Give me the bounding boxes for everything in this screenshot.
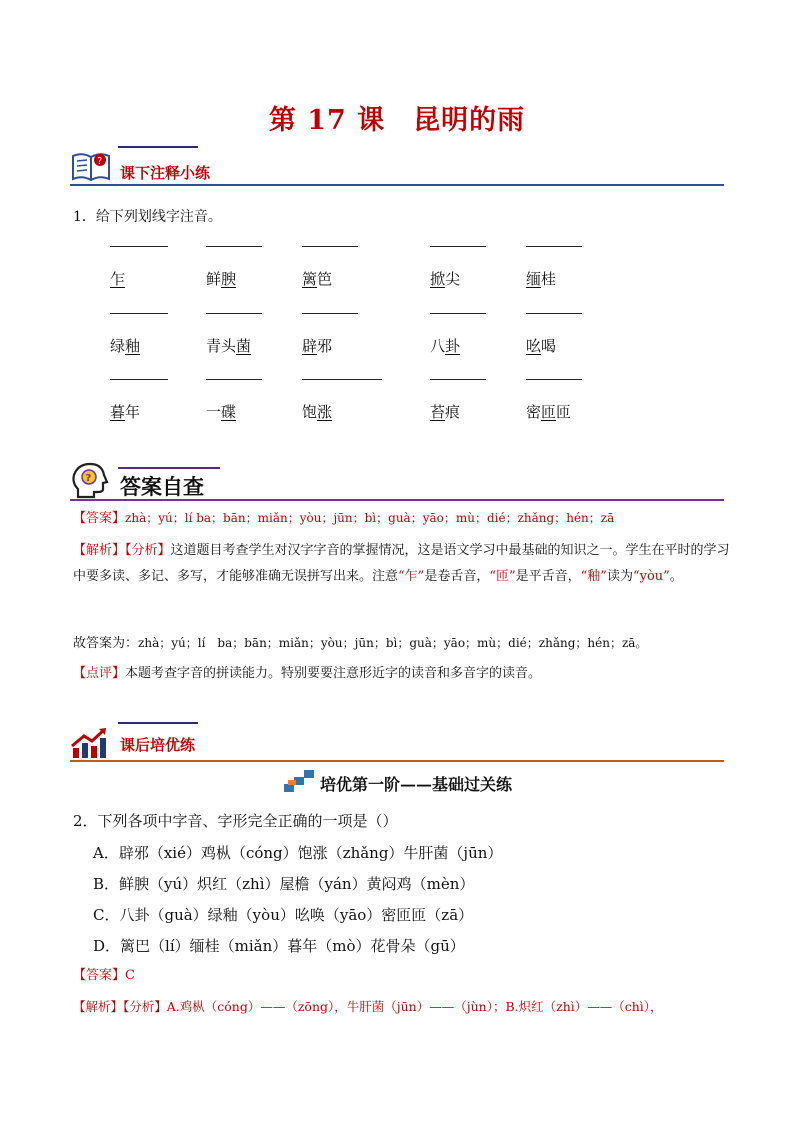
svg-text:?: ?	[97, 156, 103, 167]
open-book-icon	[70, 148, 112, 184]
exercise-word	[430, 335, 460, 356]
exercise-word	[110, 268, 125, 289]
analysis-text: A.鸡枞（cóng）——（zōng），牛肝菌（jūn）——（jùn）；B.炽红（zhì）——（chì），	[166, 999, 663, 1014]
answer-blank[interactable]	[206, 313, 262, 314]
option-c: C．八卦（guà）绿釉（yòu）吆唤（yāo）密匝匝（zā）	[93, 906, 474, 924]
section-header-advanced-practice	[70, 722, 724, 766]
word-part: 八	[430, 337, 446, 355]
word-part: 尖	[445, 270, 461, 288]
comment-line	[73, 664, 733, 684]
analysis-text: 是平舌音，	[515, 569, 581, 584]
underlined-char: 菌	[236, 337, 252, 355]
section-label: 答案自查	[120, 475, 204, 499]
header-decoration-line	[118, 467, 220, 469]
exercise-word	[206, 401, 236, 422]
exercise-word	[302, 335, 332, 356]
word-part: 鲜	[206, 270, 222, 288]
final-answer-label: 故答案为：	[73, 636, 139, 651]
section-header-notes-practice	[70, 146, 724, 190]
exercise-word	[430, 401, 460, 422]
stairs-icon	[282, 768, 316, 794]
quoted-char: “匝”	[489, 569, 516, 584]
word-part: 绿	[110, 337, 126, 355]
answer-line	[73, 508, 733, 529]
word-part: 桂	[541, 270, 557, 288]
growth-chart-icon	[70, 726, 110, 762]
answer-blank[interactable]	[110, 313, 168, 314]
exercise-word	[526, 335, 556, 356]
underlined-char: 乍	[110, 270, 126, 288]
final-answer-pinyin: zhà；yú；lí ba；bān；miǎn；yòu；jūn；bì；guà；yāo；mù；dié；zhǎng；hén；zā。	[138, 636, 648, 650]
word-part: 痕	[445, 403, 461, 421]
header-decoration-line	[118, 146, 198, 148]
option-d: D．篱巴（lí）缅桂（miǎn）暮年（mò）花骨朵（gū）	[93, 937, 465, 955]
q2-analysis-line	[73, 997, 733, 1017]
answer-tag: 【答案】	[73, 968, 126, 983]
word-part: 邪	[317, 337, 333, 355]
answer-blank[interactable]	[526, 313, 582, 314]
underlined-char: 卦	[445, 337, 461, 355]
underlined-char: 苔	[430, 403, 446, 421]
analysis-text: 读为	[606, 569, 633, 584]
section-divider	[70, 760, 724, 762]
subsection-label: 培优第一阶——基础过关练	[319, 775, 512, 794]
exercise-word	[206, 335, 251, 356]
exercise-word	[526, 268, 556, 289]
word-part: 匝	[556, 403, 572, 421]
question-2-prompt: 2．下列各项中字音、字形完全正确的一项是（）	[73, 812, 398, 830]
exercise-word	[430, 268, 460, 289]
answer-blank[interactable]	[526, 379, 582, 380]
underlined-char: 辟	[302, 337, 318, 355]
question-1-prompt: 1．给下列划线字注音。	[73, 209, 222, 225]
section-header-answer-check	[70, 461, 724, 503]
underlined-char: 暮	[110, 403, 126, 421]
analysis-text: 是卷舌音，	[424, 569, 490, 584]
answer-blank[interactable]	[430, 313, 486, 314]
exercise-word	[110, 335, 140, 356]
answer-blank[interactable]	[206, 379, 262, 380]
section-label: 课下注释小练	[120, 164, 211, 182]
section-divider	[70, 184, 724, 186]
answer-blank[interactable]	[526, 246, 582, 247]
underlined-char: 缅	[526, 270, 542, 288]
underlined-char: 匝	[541, 403, 557, 421]
comment-tag: 【点评】	[73, 666, 126, 681]
analysis-text: 这道题目考查学生对汉字字音的掌握情况，这是语文学习中最基础的知识之一。学生在平时的学习中要多读、多记、多写，才能够准确无误拼写出来。注意	[73, 543, 730, 584]
answer-tag: 【答案】	[73, 511, 126, 526]
exercise-word	[302, 401, 332, 422]
section-divider	[70, 499, 724, 501]
answer-blank[interactable]	[430, 379, 486, 380]
exercise-word	[110, 401, 140, 422]
word-part: 年	[125, 403, 141, 421]
section-label: 课后培优练	[120, 736, 196, 754]
answer-blank[interactable]	[110, 246, 168, 247]
word-part: 青头	[206, 337, 237, 355]
answer-blank[interactable]	[302, 246, 358, 247]
word-part: 密	[526, 403, 542, 421]
option-b: B．鲜腴（yú）炽红（zhì）屋檐（yán）黄闷鸡（mèn）	[93, 875, 475, 893]
analysis-text: 。	[669, 569, 683, 584]
answer-pinyin: zhà；yú；lí ba；bān；miǎn；yòu；jūn；bì；guà；yāo；mù；dié；zhǎng；hén；zā	[125, 511, 615, 525]
word-part: 一	[206, 403, 222, 421]
word-part: 饱	[302, 403, 318, 421]
subsection-title	[0, 768, 794, 795]
exercise-word	[206, 268, 236, 289]
word-part: 笆	[317, 270, 333, 288]
underlined-char: 腴	[221, 270, 237, 288]
analysis-paragraph	[73, 538, 733, 590]
answer-blank[interactable]	[430, 246, 486, 247]
answer-blank[interactable]	[302, 313, 358, 314]
header-decoration-line	[118, 722, 198, 724]
quoted-char: “釉”	[580, 569, 607, 584]
quoted-char: “乍”	[398, 569, 425, 584]
underlined-char: 碟	[221, 403, 237, 421]
underlined-char: 涨	[317, 403, 333, 421]
underlined-char: 釉	[125, 337, 141, 355]
q2-answer-line	[73, 966, 733, 986]
analysis-tag: 【解析】【分析】	[73, 543, 171, 558]
underlined-char: 吆	[526, 337, 542, 355]
answer-blank[interactable]	[110, 379, 168, 380]
comment-text: 本题考查字音的拼读能力。特别要要注意形近字的读音和多音字的读音。	[125, 666, 542, 681]
exercise-word	[302, 268, 332, 289]
option-a: A．辟邪（xié）鸡枞（cóng）饱涨（zhǎng）牛肝菌（jūn）	[93, 844, 503, 862]
underlined-char: 篱	[302, 270, 318, 288]
quoted-pinyin: “yòu”	[632, 569, 670, 584]
page-title: 第 17 课 昆明的雨	[268, 105, 526, 136]
exercise-word	[526, 401, 571, 422]
final-answer-line	[73, 633, 733, 654]
question-head-icon	[70, 461, 110, 501]
answer-blank[interactable]	[206, 246, 262, 247]
underlined-char: 掀	[430, 270, 446, 288]
word-part: 喝	[541, 337, 557, 355]
analysis-tag: 【解析】【分析】	[73, 999, 167, 1014]
answer-value: C	[125, 968, 135, 983]
svg-text:?: ?	[85, 473, 92, 484]
answer-blank[interactable]	[302, 379, 382, 380]
